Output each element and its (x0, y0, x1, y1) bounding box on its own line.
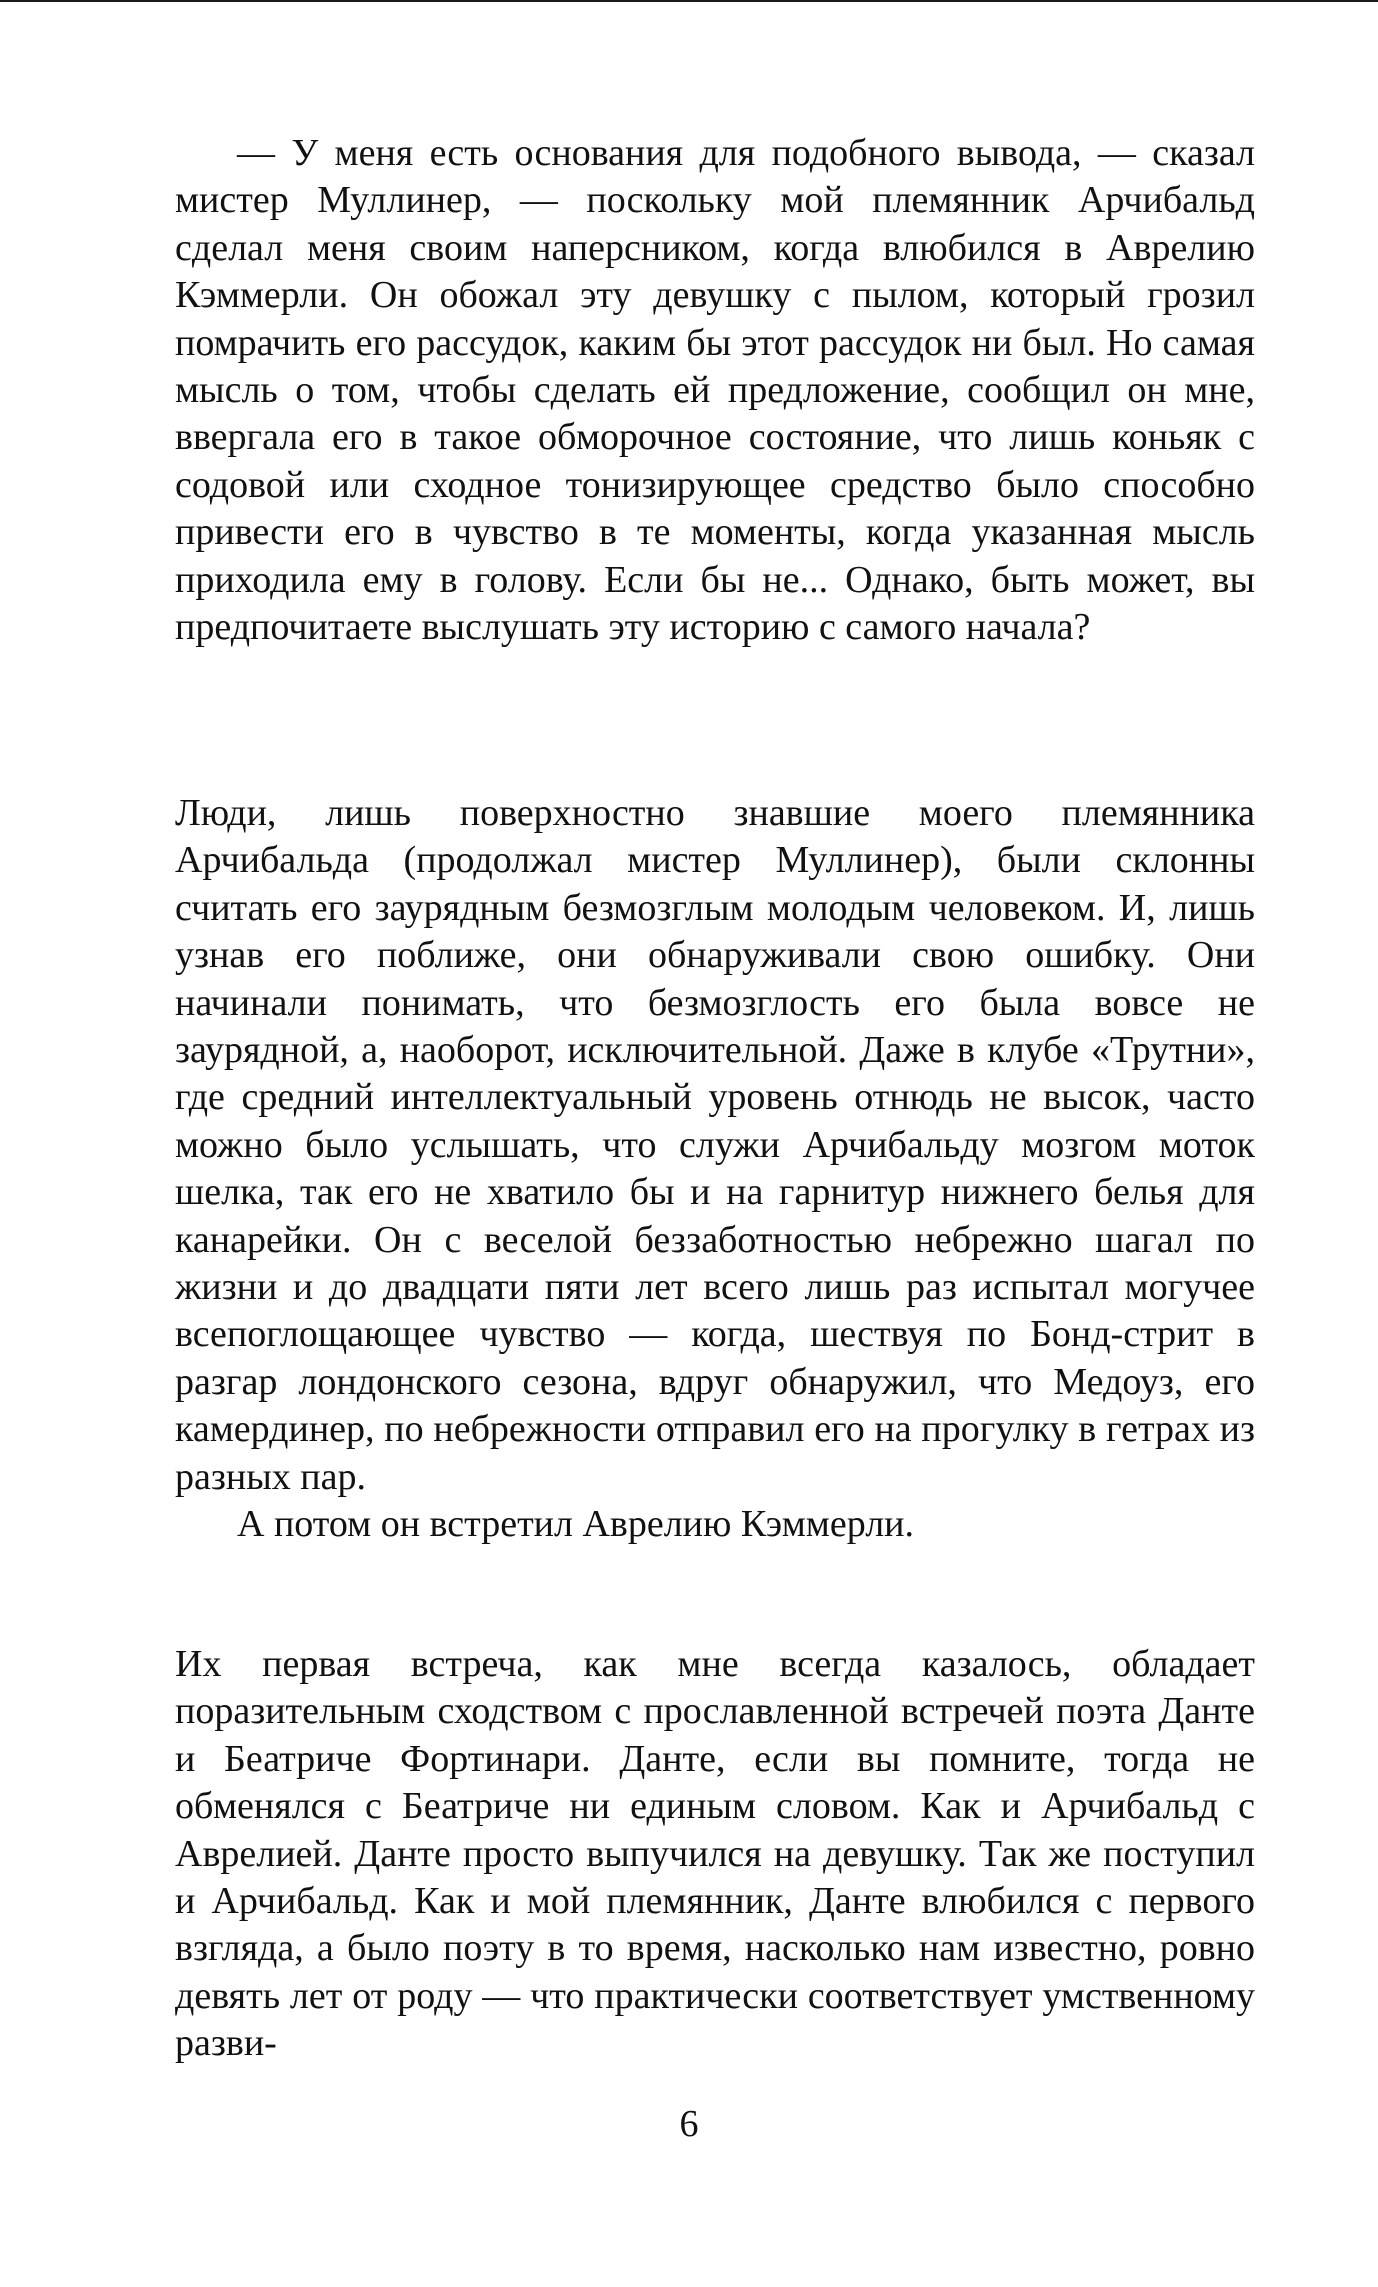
text-section-2 (175, 790, 1255, 1549)
text-section-3 (175, 1641, 1255, 2068)
paragraph-met-aurelia: А потом он встретил Аврелию Кэммерли. (237, 1503, 914, 1546)
text-section-1 (175, 130, 1255, 651)
paragraph-first-meeting: Их первая встреча, как мне всегда казалось, обладает поразительным сходством с прославленной встречей поэта Данте и Беатриче Фортинари. Данте, если вы помните, тогда не обменялся с Беатриче ни единым словом. Как и Арчибальд с Аврелией. Данте просто выпучился на девушку. Так же поступил и Арчибальд. Как и мой племянник, Данте влюбился с первого взгляда, а было поэту в то время, насколько нам известно, ровно девять лет от роду — что практически соответствует умственному разви- (175, 1643, 1255, 2065)
paragraph-dialogue: — У меня есть основания для подобного вывода, — сказал мистер Муллинер, — поскольку мой племянник Арчибальд сделал меня своим наперсником, когда влюбился в Аврелию Кэммерли. Он обожал эту девушку с пылом, который грозил помрачить его рассудок, каким бы этот рассудок ни был. Но самая мысль о том, чтобы сделать ей предложение, сообщил он мне, ввергала его в такое обморочное состояние, что лишь коньяк с содовой или сходное тонизирующее средство было способно привести его в чувство в те моменты, когда указанная мысль приходила ему в голову. Если бы не... Однако, быть может, вы предпочитаете выслушать эту историю с самого начала? (175, 132, 1255, 649)
paragraph-archibald-description: Люди, лишь поверхностно знавшие моего племянника Арчибальда (продолжал мистер Муллинер), были склонны считать его заурядным безмозглым молодым человеком. И, лишь узнав его поближе, они обнаруживали свою ошибку. Они начинали понимать, что безмозглость его была вовсе не заурядной, а, наоборот, исключительной. Даже в клубе «Трутни», где средний интеллектуальный уровень отнюдь не высок, часто можно было услышать, что служи Арчибальду мозгом моток шелка, так его не хватило бы и на гарнитур нижнего белья для канарейки. Он с веселой беззаботностью небрежно шагал по жизни и до двадцати пяти лет всего лишь раз испытал могучее всепоглощающее чувство — когда, шествуя по Бонд-стрит в разгар лондонского сезона, вдруг обнаружил, что Медоуз, его камердинер, по небрежности отправил его на прогулку в гетрах из разных пар. (175, 792, 1255, 1498)
page-number: 6 (679, 2103, 699, 2145)
